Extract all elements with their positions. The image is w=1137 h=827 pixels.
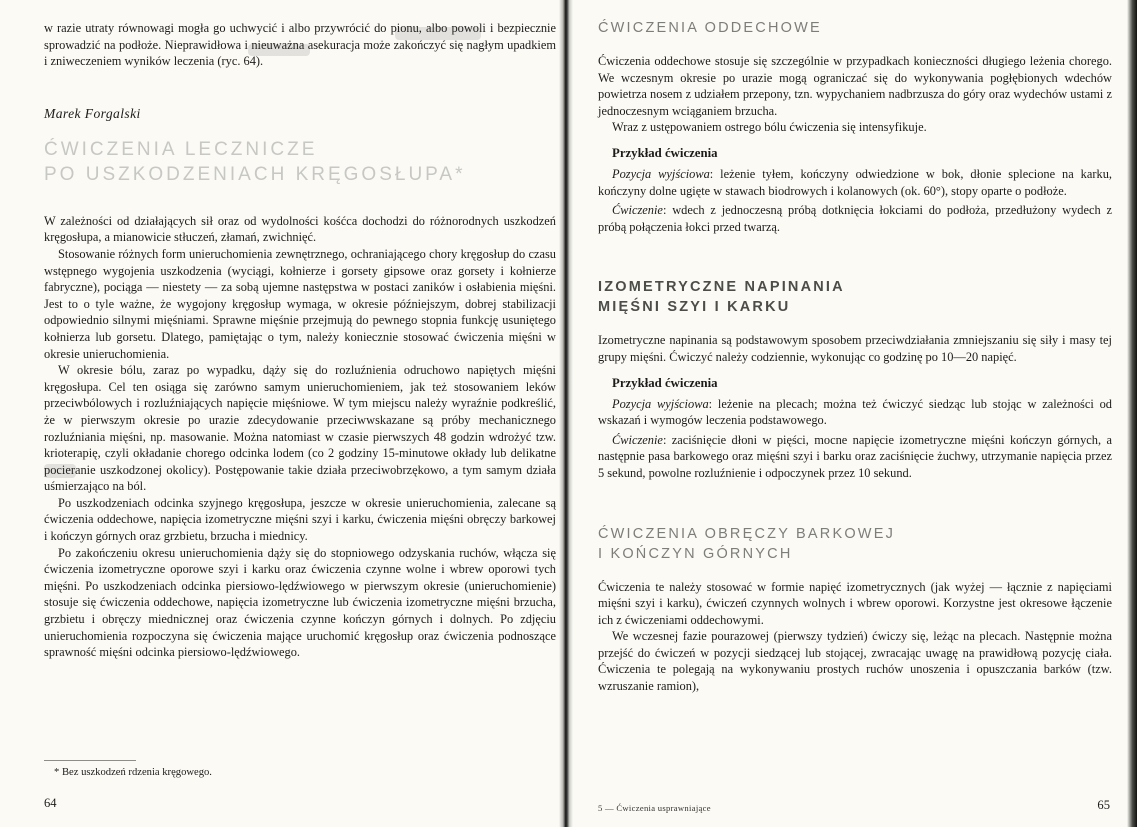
example-starting-position (598, 396, 1112, 429)
page-number-left: 64 (44, 796, 57, 810)
scan-smudge (44, 464, 76, 478)
heading-line: MIĘŚNI SZYI I KARKU (598, 299, 791, 316)
chapter-body (44, 213, 556, 661)
heading-line: ĆWICZENIA ODDECHOWE (598, 20, 822, 36)
example-lead: Pozycja wyjściowa (612, 396, 709, 411)
paragraph: Stosowanie różnych form unieruchomienia zewnętrznego, ochraniającego chory kręgosłup do czasu wstępnego wygojenia uszkodzenia (wyciągi, kołnierze i gorsety gipsowe oraz gorsety i kołnierze fabryczne), pociąga — niestety — za sobą ujemne następstwa w postaci zaników i osłabienia mięśni. Jest to o tyle ważne, że wygojony kręgosłup wymaga, w okresie późniejszym, dobrej stabilizacji odpowiednio silnymi mięśniami. Sprawne mięśnie przejmują do pewnego stopnia funkcję usuniętego kołnierza lub gorsetu. Dlatego, pamiętając o tym, należy koniecznie stosować ćwiczenia mięśni w okresie unieruchomienia. (44, 246, 556, 361)
section-breathing-exercises (598, 18, 1112, 235)
section-shoulder-girdle (598, 524, 1112, 695)
section-heading (598, 277, 1112, 317)
example-starting-position (598, 166, 1112, 199)
author-name: Marek Forgalski (44, 105, 141, 121)
section-heading (598, 18, 1112, 38)
example-text: : zaciśnięcie dłoni w pięści, mocne napięcie izometryczne mięśni kończyn górnych, a następnie pasa barkowego oraz mięśni szyi i barku oraz zaciśnięcie żuchwy, utrzymanie napięcia przez 5 sekund, powolne rozluźnienie i odpoczynek przez 10 sekund. (598, 432, 1112, 480)
paragraph: Po uszkodzeniach odcinka szyjnego kręgosłupa, jeszcze w okresie unieruchomienia, zalecane są ćwiczenia oddechowe, napięcia izometryczne mięśni szyi i karku, ćwiczenia mięśni obręczy barkowej i kończyn górnych oraz grzbietu, brzucha i miednicy. (44, 495, 556, 544)
chapter-title (44, 137, 556, 187)
example-text: : leżenie na plecach; można też ćwiczyć siedząc lub stojąc w zależności od wskazań i wymogów leczenia podstawowego. (598, 396, 1112, 428)
paragraph: Po zakończeniu okresu unieruchomienia dąży się do stopniowego odzyskania ruchów, włącza się ćwiczenia izometryczne oporowe szyi i karku oraz ćwiczenia czynne wolne i wbrew oporowi tych mięśni. Po uszkodzeniach odcinka piersiowo-lędźwiowego w pierwszym okresie (unieruchomienie) stosuje się ćwiczenia oddechowe, napięcia izometryczne lub ćwiczenia izometryczne mięśni brzucha, grzbietu i obręczy miednicznej oraz ćwiczenia czynne kończyn górnych i dolnych. Po zdjęciu unieruchomienia rozpoczyna się ćwiczenia mające uruchomić kręgosłup oraz ćwiczenia podnoszące sprawność mięśni odcinka piersiowo-lędźwiowego. (44, 545, 556, 660)
example-lead: Pozycja wyjściowa (612, 166, 710, 181)
section-heading (598, 524, 1112, 564)
page-left (44, 0, 556, 827)
paragraph: W zależności od działających sił oraz od wydolności kośćca dochodzi do różnorodnych uszkodzeń kręgosłupa, a mianowicie stłuczeń, złamań, zwichnięć. (44, 213, 556, 245)
chapter-title-line-2: PO USZKODZENIACH KRĘGOSŁUPA* (44, 163, 466, 185)
paragraph: Ćwiczenia te należy stosować w formie napięć izometrycznych (jak wyżej — łącznie z napięciami mięśni szyi i karku), ćwiczeń czynnych wolnych i wbrew oporowi. Korzystne jest okresowe łączenie ich z ćwiczeniami oddechowymi. (598, 579, 1112, 627)
example-text: : wdech z jednoczesną próbą dotknięcia łokciami do podłoża, przedłużony wydech z próbą połączenia łokci przed twarzą. (598, 203, 1112, 234)
heading-line: ĆWICZENIA OBRĘCZY BARKOWEJ (598, 525, 896, 542)
chapter-title-line-1: ĆWICZENIA LECZNICZE (44, 138, 318, 160)
print-signature: 5 — Ćwiczenia usprawniające (598, 803, 711, 813)
paragraph: W okresie bólu, zaraz po wypadku, dąży się do rozluźnienia odruchowo napiętych mięśni kręgosłupa. Cel ten osiąga się zarówno samym unieruchomieniem, jak też stosowaniem leków przeciwbólowych i rozluźniających napięcie mięśniowe. W tym miejscu należy wyraźnie podkreślić, że w pierwszym okresie po urazie zdecydowanie przeciwwskazane są próby mechanicznego rozluźniania mięśni, np. masowanie. Można natomiast w czasie pierwszych 48 godzin wdrożyć tzw. krioterapię, czyli okładanie chorego odcinka lodem (co 2 godziny 15-minutowe okłady lub delikatne pocieranie uszkodzonej okolicy). Postępowanie takie działa przeciwobrzękowo, a tym samym działa uśmierzająco na ból. (44, 363, 556, 494)
carryover-paragraph: w razie utraty równowagi mogła go uchwycić i albo przywrócić do pionu, albo powoli i bezpiecznie sprowadzić na podłoże. Nieprawidłowa i nieuważna asekuracja może zakończyć się nagłym upadkiem i zniweczeniem wyników leczenia (ryc. 64). (44, 21, 556, 69)
paragraph: Ćwiczenia oddechowe stosuje się szczególnie w przypadkach konieczności długiego leżenia chorego. We wczesnym okresie po urazie mogą ograniczać się do wykonywania pogłębionych wdechów powietrza nosem z udziałem przepony, tzn. wypychaniem nadbrzusza do góry oraz wydechów ustami z jednoczesnym wciąganiem brzucha. (598, 54, 1112, 118)
paragraph: Wraz z ustępowaniem ostrego bólu ćwiczenia się intensyfikuje. (612, 120, 927, 135)
heading-line: I KOŃCZYN GÓRNYCH (598, 545, 793, 562)
example-text: : leżenie tyłem, kończyny odwiedzione w bok, dłonie splecione na karku, kończyny dolne ugięte w stawach biodrowych i kolanowych (ok. 60°), stopy oparte o podłoże. (598, 166, 1112, 198)
scan-smudge (248, 44, 310, 56)
book-gutter-shadow (559, 0, 573, 827)
example-exercise (598, 202, 1112, 235)
example-subhead: Przykład ćwiczenia (612, 145, 718, 160)
heading-line: IZOMETRYCZNE NAPINANIA (598, 279, 845, 296)
footnote-rule (44, 760, 136, 761)
example-lead: Ćwiczenie (612, 203, 663, 218)
section-isometric-neck (598, 277, 1112, 481)
example-exercise (598, 432, 1112, 482)
example-lead: Ćwiczenie (612, 432, 663, 447)
paragraph: We wczesnej fazie pourazowej (pierwszy tydzień) ćwiczy się, leżąc na plecach. Następnie można przejść do ćwiczeń w pozycji siedzącej lub stojącej, zwracając uwagę na prawidłową pozycję ciała. Ćwiczenia te polegają na wykonywaniu prostych ruchów unoszenia i opuszczania barków (tzw. wzruszanie ramion), (598, 629, 1112, 694)
paragraph: Izometryczne napinania są podstawowym sposobem przeciwdziałania zmniejszaniu się siły i masy tej grupy mięśni. Ćwiczyć należy codziennie, wykonując co godzinę po 10—20 napięć. (598, 333, 1112, 364)
footnote-text: * Bez uszkodzeń rdzenia kręgowego. (54, 767, 212, 778)
footnote-block (44, 760, 556, 779)
page-footer (598, 798, 1110, 813)
scan-smudge (395, 27, 481, 40)
page-right (598, 0, 1112, 827)
page-edge-shadow (1127, 0, 1137, 827)
example-subhead: Przykład ćwiczenia (612, 375, 718, 390)
page-number-right: 65 (1097, 798, 1110, 812)
